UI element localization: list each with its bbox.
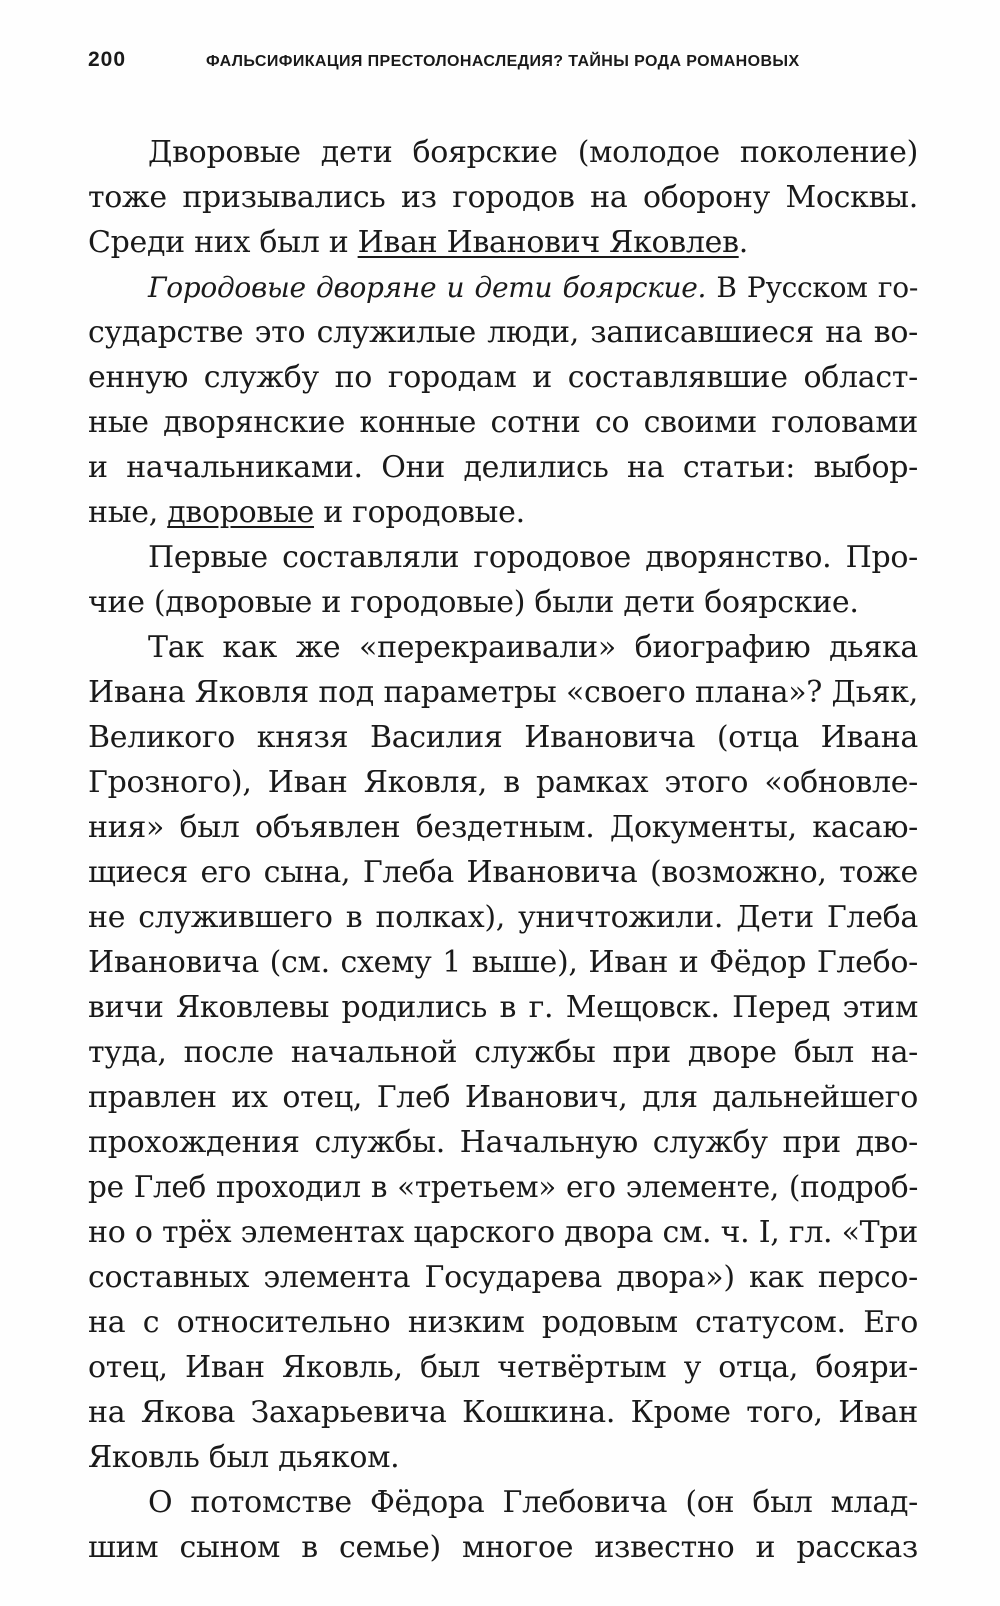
p4-line-3: Великого князя Василия Ивановича (отца Ивана xyxy=(88,720,918,755)
p1-line-3-end: . xyxy=(738,225,748,260)
p2-line-1 xyxy=(88,265,918,310)
p1-line-2: тоже призывались из городов на оборону Москвы. xyxy=(88,180,918,215)
p4-line-6: щиеся его сына, Глеба Ивановича (возможно, тоже xyxy=(88,855,918,890)
p3-line-1: Первые составляли городовое дворянство. Про- xyxy=(148,540,918,575)
p1-line-3-text: Среди них был и xyxy=(88,225,358,260)
p3-line-2: чие (дворовые и городовые) были дети боярские. xyxy=(88,585,859,620)
p2-line-6 xyxy=(88,490,918,535)
p4-line-19: Яковль был дьяком. xyxy=(88,1440,400,1475)
p2-line-5: и начальниками. Они делились на статьи: выбор- xyxy=(88,450,918,485)
p2-line-4: ные дворянские конные сотни со своими головами xyxy=(88,405,918,440)
page-number: 200 xyxy=(88,48,127,71)
p4-line-9: вичи Яковлевы родились в г. Мещовск. Перед этим xyxy=(88,990,918,1025)
p4-line-8: Ивановича (см. схему 1 выше), Иван и Фёдор Глебо- xyxy=(88,945,918,980)
p2-line-6-end: и городовые. xyxy=(314,495,525,530)
p4-line-1: Так как же «перекраивали» биографию дьяка xyxy=(148,630,918,665)
p4-line-10: туда, после начальной службы при дворе был на- xyxy=(88,1035,918,1070)
p5-line-1: О потомстве Фёдора Глебовича (он был млад- xyxy=(148,1485,918,1520)
p4-line-14: но о трёх элементах царского двора см. ч. I, гл. «Три xyxy=(88,1215,918,1250)
underlined-word-dvorovye: дворовые xyxy=(167,495,315,530)
p4-line-7: не служившего в полках), уничтожили. Дети Глеба xyxy=(88,900,918,935)
p1-line-1: Дворовые дети боярские (молодое поколение) xyxy=(148,135,918,170)
italic-term: Городовые дворяне и дети боярские. xyxy=(148,271,707,304)
p4-line-16: на с относительно низким родовым статусом. Его xyxy=(88,1305,918,1340)
p4-line-17: отец, Иван Яковль, был четвёртым у отца, бояри- xyxy=(88,1350,918,1385)
p4-line-11: правлен их отец, Глеб Иванович, для дальнейшего xyxy=(88,1080,918,1115)
body-text xyxy=(88,130,918,1570)
p4-line-15: составных элемента Государева двора») как персо- xyxy=(88,1260,918,1295)
p2-line-2: сударстве это служилые люди, записавшиеся на во- xyxy=(88,315,918,350)
p4-line-18: на Якова Захарьевича Кошкина. Кроме того, Иван xyxy=(88,1395,918,1430)
p2-line-1-rest: В Русском го- xyxy=(706,271,918,304)
running-title: ФАЛЬСИФИКАЦИЯ ПРЕСТОЛОНАСЛЕДИЯ? ТАЙНЫ РОДА РОМАНОВЫХ xyxy=(206,53,800,70)
p4-line-4: Грозного), Иван Яковля, в рамках этого «обновле- xyxy=(88,765,918,800)
page-header xyxy=(88,48,918,80)
p4-line-2: Ивана Яковля под параметры «своего плана»? Дьяк, xyxy=(88,675,918,710)
underlined-name-ivan-ivanovich: Иван Иванович Яковлев xyxy=(357,225,739,260)
p2-line-6-text: ные, xyxy=(88,495,168,530)
p4-line-12: прохождения службы. Начальную службу при дво- xyxy=(88,1125,918,1160)
p4-line-13: ре Глеб проходил в «третьем» его элементе, (подроб- xyxy=(88,1170,918,1204)
p2-line-3: енную службу по городам и составлявшие област- xyxy=(88,360,918,395)
p5-line-2: шим сыном в семье) многое известно и рассказ xyxy=(88,1530,918,1565)
p1-line-3 xyxy=(88,220,918,265)
p4-line-5: ния» был объявлен бездетным. Документы, касаю- xyxy=(88,810,918,845)
